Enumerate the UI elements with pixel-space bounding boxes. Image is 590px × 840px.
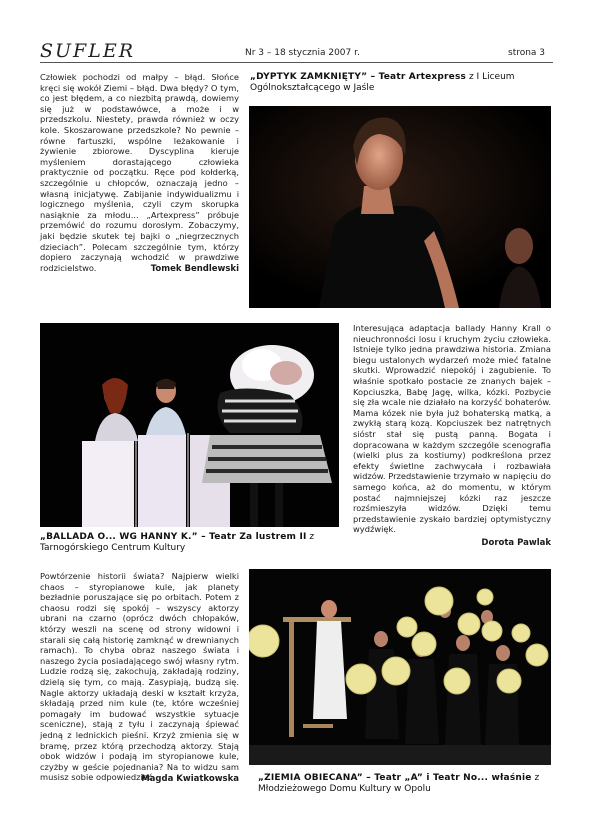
photo-dyptyk-zamkniety — [249, 106, 551, 308]
article-author: Tomek Bendlewski — [150, 264, 239, 275]
article-body: Powtórzenie historii świata? Najpierw wielki chaos – styropianowe kule, jak planety bezładnie poruszające się po orbitach. Potem z chaosu rodzi się spokój – wszyscy aktorzy ubrani na czarno (oprócz dwóch chłopaków, którzy weszli na scenę od strony widowni i starali się całą historię zamknąć w drewnianych ramach). To chyba obraz naszego świata i naszego życia posiadającego swój własny rytm. Ludzie rodzą się, zakochują, zakładają rodziny, dzielą się tym, co mają. Zasypiają, budzą się. Nagle aktorzy układają deski w kształt krzyża, składają przed nim kule (te, które wcześniej pomagały im budować wszystkie sytuacje sceniczne), stają z tyłu i zaczynają śpiewać jedną z lednickich pieśni. Krzyż zmienia się w bramę, przez którą przechodzą aktorzy. Stają obok widzów i podają im styropianowe kule, czyżby w geście pojednania? Na to widzu sam musisz sobie odpowiedzieć. — [40, 571, 239, 783]
article-author: Dorota Pawlak — [481, 537, 551, 548]
caption-title: „DYPTYK ZAMKNIĘTY” – Teatr Artexpress — [250, 72, 467, 82]
article-author: Magda Kwiatkowska — [141, 773, 239, 784]
article-ziemia — [40, 571, 239, 784]
photo-caption — [258, 773, 552, 795]
page-number: strona 3 — [508, 48, 546, 58]
caption-rest: z I Liceum Ogólnokształcącego w Jaśle — [250, 72, 515, 93]
photo-ziemia-obiecana — [249, 569, 551, 765]
article-body: Człowiek pochodzi od małpy – błąd. Słońce kręci się wokół Ziemi – błąd. Dwa błędy? O tym, co jest błędem, a co niezbitą prawdą, dowiemy się już w podstawówce, a może i w przedszkolu. Niestety, prawda również w oczy kole. Skoszarowane przedszkole? No pewnie – równe fartuszki, wspólne leżakowanie i żywienie zbiorowe. Dyscyplina kieruje myśleniem dorastającego człowieka praktycznie od początku. Ręce pod kołderką, szczególnie u chłopców, oznaczają jedno – własną inicjatywę. Zabijanie indywidualizmu i logicznego myślenia, czyli czym skorupka nasiąknie za młodu... „Artexpress” próbuje przemówić do rozumu dorosłym. Zobaczymy, jaki będzie skutek tej bajki o „niegrzecznych dzieciach”. Polecam szczególnie tym, którzy dopiero zaczynają wchodzić w prawdziwe rodzicielstwo. — [40, 72, 239, 273]
photo-caption — [250, 72, 550, 94]
article-body: Interesująca adaptacja ballady Hanny Krall o nieuchronności losu i kruchym życiu człowieka. Istnieje tylko jedna prawdziwa historia. Zmiana biegu ustalonych wydarzeń może mieć fatalne skutki. Wprowadzić niepokój i zagubienie. To właśnie spotkało postacie ze znanych bajek – Kopciuszka, Babę Jagę, wilka, kózki. Pozbycie się zła wcale nie działało na korzyść bohaterów. Mama kózek nie była już bohaterską matką, a zwykłą starą kozą. Kopciuszek bez natrętnych sióstr stał się pustą panną. Bogata i dopracowana w każdym szczególe scenografia (wielki plus za kostiumy) podkreślona przez efekty świetlne zachwycała i rozbawiała widzów. Przedstawienie trzymało w napięciu do samego końca, aż do momentu, w którym postać najmniejszej kózki raz jeszcze rozśmieszyła widzów. Dzięki temu przedstawienie zyskało bardziej optymistyczny wydźwięk. — [353, 323, 551, 535]
caption-rest: z Młodzieżowego Domu Kultury w Opolu — [258, 773, 540, 794]
issue-info: Nr 3 – 18 stycznia 2007 r. — [245, 48, 360, 58]
article-ballada — [353, 323, 551, 548]
photo-caption — [40, 532, 340, 554]
caption-title: „ZIEMIA OBIECANA” – Teatr „A” i Teatr No... właśnie — [258, 773, 532, 783]
photo-illustration — [249, 569, 551, 765]
caption-title: „BALLADA O... WG HANNY K.” – Teatr Za lustrem II — [40, 532, 307, 542]
header-rule — [40, 62, 553, 63]
article-dyptyk — [40, 72, 239, 274]
caption-rest: z Tarnogórskiego Centrum Kultury — [40, 532, 315, 553]
photo-ballada — [40, 323, 339, 527]
photo-illustration — [40, 323, 339, 527]
magazine-logo: SUFLER — [40, 40, 136, 62]
photo-illustration — [249, 106, 551, 308]
